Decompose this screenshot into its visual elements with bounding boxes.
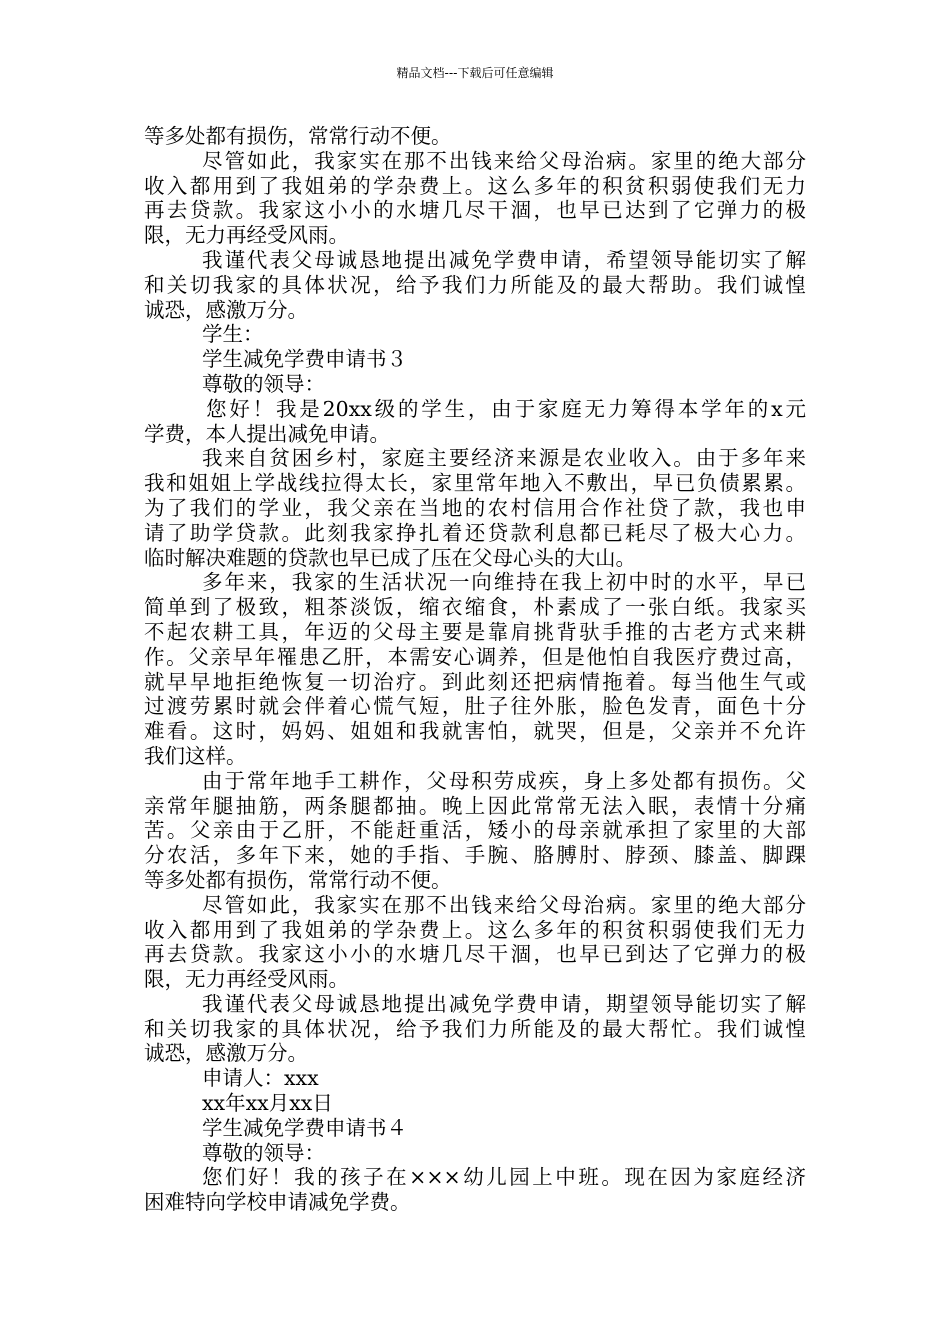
text-line: 和关切我家的具体状况，给予我们力所能及的最大帮助。我们诚惶 bbox=[144, 272, 806, 297]
text-line: 不起农耕工具，年迈的父母主要是靠肩挑背驮手推的古老方式来耕 bbox=[144, 619, 806, 644]
text-line: 尊敬的领导： bbox=[202, 371, 325, 396]
text-line: 限，无力再经受风雨。 bbox=[144, 223, 349, 248]
text-line: 就早早地拒绝恢复一切治疗。到此刻还把病情拖着。每当他生气或 bbox=[144, 669, 806, 694]
text-line: 申请人：xxx bbox=[202, 1066, 319, 1091]
text-line: 请了助学贷款。此刻我家挣扎着还贷款利息都已耗尽了极大心力。 bbox=[144, 520, 806, 545]
text-line: 诚恐，感激万分。 bbox=[144, 1041, 308, 1066]
page-header: 精品文档---下载后可任意编辑 bbox=[396, 66, 554, 80]
text-line: 分农活，多年下来，她的手指、手腕、胳膊肘、脖颈、膝盖、脚踝 bbox=[144, 843, 806, 868]
text-line: 您好！我是20xx级的学生，由于家庭无力筹得本学年的x元 bbox=[206, 396, 806, 421]
text-line: xx年xx月xx日 bbox=[202, 1091, 333, 1116]
text-line: 限，无力再经受风雨。 bbox=[144, 967, 349, 992]
text-line: 我谨代表父母诚恳地提出减免学费申请，期望领导能切实了解 bbox=[202, 991, 806, 1016]
text-line: 亲常年腿抽筋，两条腿都抽。晚上因此常常无法入眠，表情十分痛 bbox=[144, 793, 806, 818]
text-line: 苦。父亲由于乙肝，不能赶重活，矮小的母亲就承担了家里的大部 bbox=[144, 818, 806, 843]
text-line: 学生： bbox=[202, 322, 264, 347]
text-line: 再去贷款。我家这小小的水塘几尽干涸，也早已达到了它弹力的极 bbox=[144, 198, 806, 223]
text-line: 简单到了极致，粗茶淡饭，缩衣缩食，朴素成了一张白纸。我家买 bbox=[144, 595, 806, 620]
text-line: 您们好！我的孩子在×××幼儿园上中班。现在因为家庭经济 bbox=[202, 1165, 806, 1190]
text-line: 尽管如此，我家实在那不出钱来给父母治病。家里的绝大部分 bbox=[202, 892, 806, 917]
text-line: 我和姐姐上学战线拉得太长，家里常年地入不敷出，早已负债累累。 bbox=[144, 471, 806, 496]
text-line: 由于常年地手工耕作，父母积劳成疾，身上多处都有损伤。父 bbox=[202, 768, 806, 793]
document-body bbox=[144, 124, 806, 1215]
text-line: 再去贷款。我家这小小的水塘几尽干涸，也早已到达了它弹力的极 bbox=[144, 942, 806, 967]
text-line: 学生减免学费申请书３ bbox=[202, 347, 407, 372]
text-line: 困难特向学校申请减免学费。 bbox=[144, 1190, 411, 1215]
text-line: 等多处都有损伤，常常行动不便。 bbox=[144, 867, 452, 892]
text-line: 学生减免学费申请书４ bbox=[202, 1115, 407, 1140]
text-line: 学费，本人提出减免申请。 bbox=[144, 421, 390, 446]
text-line: 作。父亲早年罹患乙肝，本需安心调养，但是他怕自我医疗费过高， bbox=[144, 644, 806, 669]
text-line: 过渡劳累时就会伴着心慌气短，肚子往外胀，脸色发青，面色十分 bbox=[144, 694, 806, 719]
text-line: 等多处都有损伤，常常行动不便。 bbox=[144, 124, 452, 148]
text-line: 临时解决难题的贷款也早已成了压在父母心头的大山。 bbox=[144, 545, 636, 570]
text-line: 尽管如此，我家实在那不出钱来给父母治病。家里的绝大部分 bbox=[202, 148, 806, 173]
text-line: 诚恐，感激万分。 bbox=[144, 297, 308, 322]
text-line: 为了我们的学业，我父亲在当地的农村信用合作社贷了款，我也申 bbox=[144, 495, 806, 520]
text-line: 收入都用到了我姐弟的学杂费上。这么多年的积贫积弱使我们无力 bbox=[144, 173, 806, 198]
text-line: 我来自贫困乡村，家庭主要经济来源是农业收入。由于多年来 bbox=[202, 446, 806, 471]
text-line: 和关切我家的具体状况，给予我们力所能及的最大帮忙。我们诚惶 bbox=[144, 1016, 806, 1041]
text-line: 难看。这时，妈妈、姐姐和我就害怕，就哭，但是，父亲并不允许 bbox=[144, 719, 806, 744]
text-line: 收入都用到了我姐弟的学杂费上。这么多年的积贫积弱使我们无力 bbox=[144, 917, 806, 942]
text-line: 尊敬的领导： bbox=[202, 1140, 325, 1165]
text-line: 多年来，我家的生活状况一向维持在我上初中时的水平，早已 bbox=[202, 570, 806, 595]
text-line: 我们这样。 bbox=[144, 743, 247, 768]
text-line: 我谨代表父母诚恳地提出减免学费申请，希望领导能切实了解 bbox=[202, 247, 806, 272]
